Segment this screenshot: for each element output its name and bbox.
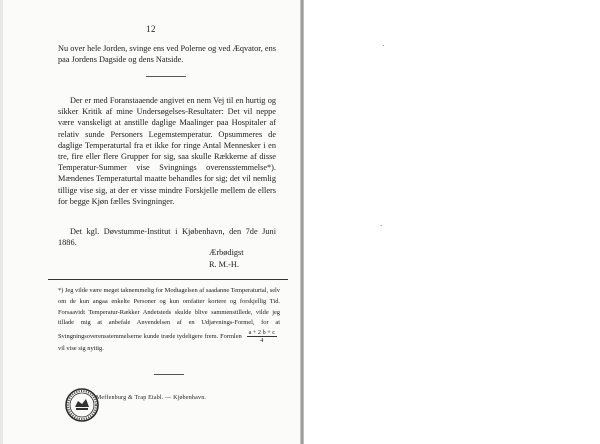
footnote-text-before: *) Jeg vilde være meget taknemmelig for Modtagelsen af saadanne Temperaturtal, selv om de kun angaa enkelte Personer og kun omfatter kortere og forskjellig Tid. Forsaavidt Temperatur-Rækker Andetsteds skulde blive sammenstillede, vilde jeg tillade mig at anbefale Anvendelsen af en Udjævnings-Formel, for at Svingningsoverensstemmelserne kunde træde tydeligere frem. Formlen [58,287,280,341]
footnote [58,286,280,355]
dateline: Det kgl. Døvstumme-Institut i Kjøbenhavn, den 7de Juni 1886. [58,227,276,248]
page-speck: · [380,222,383,230]
footnote-rule [48,279,288,280]
paragraph-main: Der er med Foranstaaende angivet en nem Vej til en hurtig og sikker Kritik af mine Undersøgelses-Resultater: Det vil neppe være vanskeligt at anstille daglige Maalinger paa Hospitaler af relativ sunde Personers Legemstemperatur. Opsummeres de daglige Temperaturtal fra et ikke for ringe Antal Mennesker i en tre, fire eller flere Grupper for sig, saa skulle Rækkerne af disse Temperatur-Summer vise Svingnings overensstemmelse*). Mændenes Temperaturtal maatte behandles for sig; det vil nemlig tillige vise sig, at der er visse mindre Forskjelle mellem de ellers for begge Kjøn fælles Svingninger. [58,96,276,206]
page-number: 12 [146,24,156,34]
page-speck: · [382,42,385,50]
formula-numerator: a + 2 b + c [248,329,275,337]
signature: R. M.-H. [209,260,239,269]
library-stamp-icon [64,387,100,423]
printer-imprint: Meffenburg & Trap Etabl. — Kjøbenhavn. [95,395,207,401]
closing-salutation: Ærbødigst [209,248,244,257]
formula-denominator: 4 [260,337,264,345]
page-edge [0,0,3,444]
right-page-blank [304,0,600,444]
paragraph-continuation: Nu over hele Jorden, svinge ens ved Polerne og ved Æqvator, ens paa Jordens Dagside og dens Natside. [58,44,276,65]
section-divider [146,76,186,77]
printer-divider [154,374,184,375]
footnote-text-after: vil vise sig nyttig. [58,345,104,353]
formula-fraction [247,329,277,344]
